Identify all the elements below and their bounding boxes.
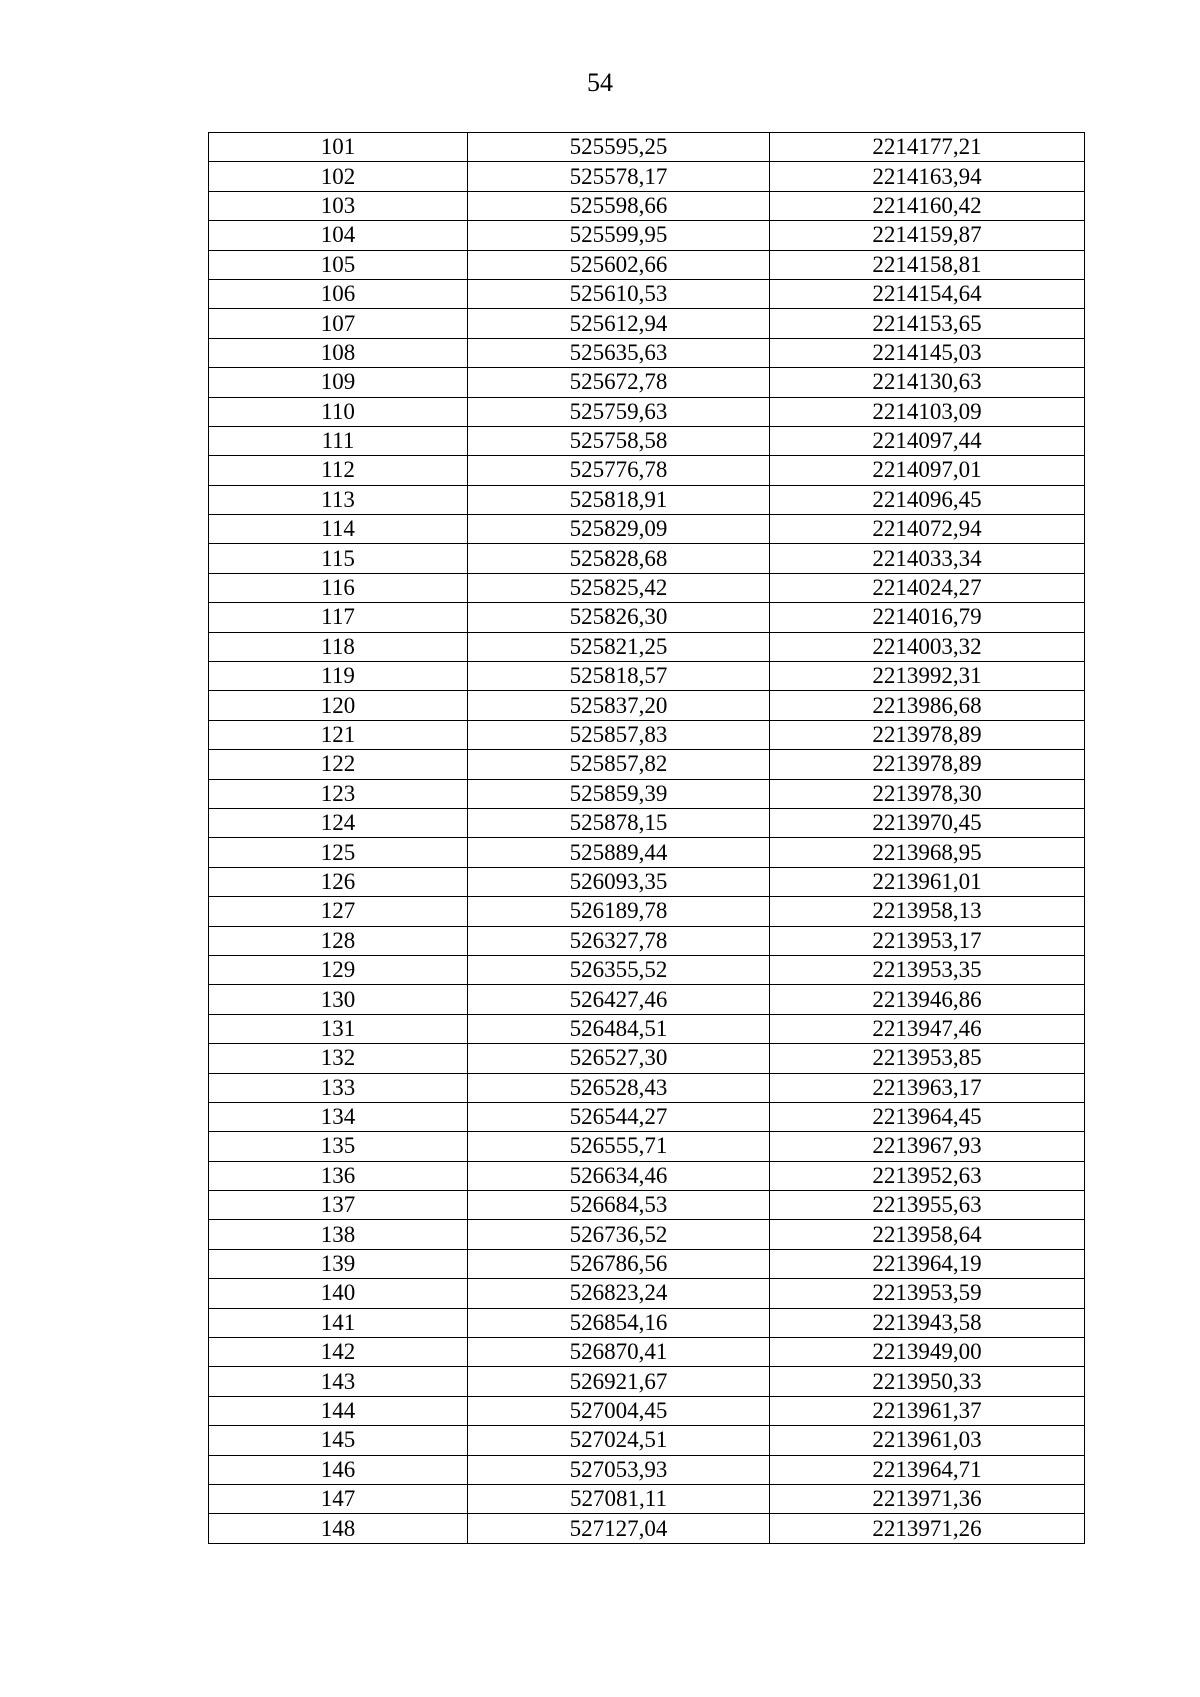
point-number-cell: 121 bbox=[209, 720, 468, 749]
x-coordinate-cell: 526093,35 bbox=[468, 867, 770, 896]
table-row bbox=[209, 544, 1085, 573]
point-number-cell: 109 bbox=[209, 368, 468, 397]
y-coordinate-cell: 2214154,64 bbox=[770, 279, 1085, 308]
point-number-cell: 136 bbox=[209, 1161, 468, 1190]
x-coordinate-cell: 525821,25 bbox=[468, 632, 770, 661]
x-coordinate-cell: 527004,45 bbox=[468, 1396, 770, 1425]
point-number-cell: 140 bbox=[209, 1279, 468, 1308]
y-coordinate-cell: 2213978,89 bbox=[770, 750, 1085, 779]
point-number-cell: 131 bbox=[209, 1014, 468, 1043]
table-row bbox=[209, 515, 1085, 544]
point-number-cell: 132 bbox=[209, 1044, 468, 1073]
x-coordinate-cell: 525599,95 bbox=[468, 221, 770, 250]
table-row bbox=[209, 632, 1085, 661]
x-coordinate-cell: 525598,66 bbox=[468, 191, 770, 220]
x-coordinate-cell: 526427,46 bbox=[468, 985, 770, 1014]
table-row bbox=[209, 838, 1085, 867]
point-number-cell: 133 bbox=[209, 1073, 468, 1102]
point-number-cell: 145 bbox=[209, 1426, 468, 1455]
y-coordinate-cell: 2214163,94 bbox=[770, 162, 1085, 191]
y-coordinate-cell: 2213953,35 bbox=[770, 955, 1085, 984]
y-coordinate-cell: 2213978,30 bbox=[770, 779, 1085, 808]
point-number-cell: 107 bbox=[209, 309, 468, 338]
point-number-cell: 102 bbox=[209, 162, 468, 191]
table-row bbox=[209, 1484, 1085, 1513]
x-coordinate-cell: 525672,78 bbox=[468, 368, 770, 397]
table-row bbox=[209, 867, 1085, 896]
table-row bbox=[209, 250, 1085, 279]
y-coordinate-cell: 2214158,81 bbox=[770, 250, 1085, 279]
x-coordinate-cell: 525635,63 bbox=[468, 338, 770, 367]
y-coordinate-cell: 2213970,45 bbox=[770, 808, 1085, 837]
table-row bbox=[209, 573, 1085, 602]
y-coordinate-cell: 2213955,63 bbox=[770, 1191, 1085, 1220]
table-row bbox=[209, 426, 1085, 455]
point-number-cell: 115 bbox=[209, 544, 468, 573]
x-coordinate-cell: 525578,17 bbox=[468, 162, 770, 191]
table-row bbox=[209, 1161, 1085, 1190]
x-coordinate-cell: 526484,51 bbox=[468, 1014, 770, 1043]
point-number-cell: 139 bbox=[209, 1249, 468, 1278]
point-number-cell: 125 bbox=[209, 838, 468, 867]
point-number-cell: 108 bbox=[209, 338, 468, 367]
y-coordinate-cell: 2213964,19 bbox=[770, 1249, 1085, 1278]
table-row bbox=[209, 1191, 1085, 1220]
x-coordinate-cell: 526870,41 bbox=[468, 1338, 770, 1367]
table-row bbox=[209, 1426, 1085, 1455]
x-coordinate-cell: 527081,11 bbox=[468, 1484, 770, 1513]
y-coordinate-cell: 2214016,79 bbox=[770, 603, 1085, 632]
x-coordinate-cell: 526327,78 bbox=[468, 926, 770, 955]
table-row bbox=[209, 368, 1085, 397]
table-row bbox=[209, 397, 1085, 426]
point-number-cell: 114 bbox=[209, 515, 468, 544]
point-number-cell: 124 bbox=[209, 808, 468, 837]
table-row bbox=[209, 1514, 1085, 1543]
x-coordinate-cell: 526527,30 bbox=[468, 1044, 770, 1073]
y-coordinate-cell: 2213961,01 bbox=[770, 867, 1085, 896]
y-coordinate-cell: 2213958,13 bbox=[770, 897, 1085, 926]
point-number-cell: 103 bbox=[209, 191, 468, 220]
x-coordinate-cell: 525759,63 bbox=[468, 397, 770, 426]
y-coordinate-cell: 2214024,27 bbox=[770, 573, 1085, 602]
y-coordinate-cell: 2214096,45 bbox=[770, 485, 1085, 514]
table-row bbox=[209, 779, 1085, 808]
x-coordinate-cell: 526634,46 bbox=[468, 1161, 770, 1190]
table-row bbox=[209, 456, 1085, 485]
table-row bbox=[209, 279, 1085, 308]
point-number-cell: 137 bbox=[209, 1191, 468, 1220]
point-number-cell: 113 bbox=[209, 485, 468, 514]
x-coordinate-cell: 526555,71 bbox=[468, 1132, 770, 1161]
y-coordinate-cell: 2214145,03 bbox=[770, 338, 1085, 367]
table-row bbox=[209, 1396, 1085, 1425]
table-row bbox=[209, 191, 1085, 220]
table-row bbox=[209, 1338, 1085, 1367]
point-number-cell: 118 bbox=[209, 632, 468, 661]
point-number-cell: 111 bbox=[209, 426, 468, 455]
y-coordinate-cell: 2213961,37 bbox=[770, 1396, 1085, 1425]
x-coordinate-cell: 525825,42 bbox=[468, 573, 770, 602]
table-row bbox=[209, 1102, 1085, 1131]
table-row bbox=[209, 691, 1085, 720]
page-number: 54 bbox=[587, 68, 613, 97]
x-coordinate-cell: 525859,39 bbox=[468, 779, 770, 808]
y-coordinate-cell: 2213963,17 bbox=[770, 1073, 1085, 1102]
y-coordinate-cell: 2213967,93 bbox=[770, 1132, 1085, 1161]
y-coordinate-cell: 2213953,85 bbox=[770, 1044, 1085, 1073]
point-number-cell: 120 bbox=[209, 691, 468, 720]
y-coordinate-cell: 2213971,36 bbox=[770, 1484, 1085, 1513]
y-coordinate-cell: 2213968,95 bbox=[770, 838, 1085, 867]
table-row bbox=[209, 1455, 1085, 1484]
table-row bbox=[209, 1220, 1085, 1249]
x-coordinate-cell: 525612,94 bbox=[468, 309, 770, 338]
point-number-cell: 129 bbox=[209, 955, 468, 984]
table-row bbox=[209, 897, 1085, 926]
point-number-cell: 122 bbox=[209, 750, 468, 779]
y-coordinate-cell: 2213964,71 bbox=[770, 1455, 1085, 1484]
y-coordinate-cell: 2214033,34 bbox=[770, 544, 1085, 573]
table-row bbox=[209, 603, 1085, 632]
table-row bbox=[209, 133, 1085, 162]
table-row bbox=[209, 221, 1085, 250]
x-coordinate-cell: 525758,58 bbox=[468, 426, 770, 455]
coordinates-table bbox=[208, 132, 1085, 1544]
x-coordinate-cell: 526823,24 bbox=[468, 1279, 770, 1308]
x-coordinate-cell: 526736,52 bbox=[468, 1220, 770, 1249]
point-number-cell: 134 bbox=[209, 1102, 468, 1131]
table-row bbox=[209, 1279, 1085, 1308]
y-coordinate-cell: 2213953,17 bbox=[770, 926, 1085, 955]
table-row bbox=[209, 955, 1085, 984]
y-coordinate-cell: 2214103,09 bbox=[770, 397, 1085, 426]
y-coordinate-cell: 2214177,21 bbox=[770, 133, 1085, 162]
x-coordinate-cell: 527024,51 bbox=[468, 1426, 770, 1455]
point-number-cell: 138 bbox=[209, 1220, 468, 1249]
x-coordinate-cell: 525878,15 bbox=[468, 808, 770, 837]
y-coordinate-cell: 2214159,87 bbox=[770, 221, 1085, 250]
point-number-cell: 123 bbox=[209, 779, 468, 808]
y-coordinate-cell: 2213946,86 bbox=[770, 985, 1085, 1014]
point-number-cell: 143 bbox=[209, 1367, 468, 1396]
x-coordinate-cell: 525889,44 bbox=[468, 838, 770, 867]
table-row bbox=[209, 1308, 1085, 1337]
y-coordinate-cell: 2213971,26 bbox=[770, 1514, 1085, 1543]
x-coordinate-cell: 526854,16 bbox=[468, 1308, 770, 1337]
table-row bbox=[209, 309, 1085, 338]
x-coordinate-cell: 525818,57 bbox=[468, 662, 770, 691]
table-row bbox=[209, 1073, 1085, 1102]
point-number-cell: 106 bbox=[209, 279, 468, 308]
x-coordinate-cell: 525610,53 bbox=[468, 279, 770, 308]
table-row bbox=[209, 750, 1085, 779]
table-row bbox=[209, 985, 1085, 1014]
x-coordinate-cell: 526544,27 bbox=[468, 1102, 770, 1131]
table-row bbox=[209, 1249, 1085, 1278]
x-coordinate-cell: 526921,67 bbox=[468, 1367, 770, 1396]
table-row bbox=[209, 1367, 1085, 1396]
point-number-cell: 148 bbox=[209, 1514, 468, 1543]
x-coordinate-cell: 525837,20 bbox=[468, 691, 770, 720]
y-coordinate-cell: 2214097,01 bbox=[770, 456, 1085, 485]
y-coordinate-cell: 2213949,00 bbox=[770, 1338, 1085, 1367]
point-number-cell: 146 bbox=[209, 1455, 468, 1484]
x-coordinate-cell: 525595,25 bbox=[468, 133, 770, 162]
y-coordinate-cell: 2214160,42 bbox=[770, 191, 1085, 220]
x-coordinate-cell: 525857,82 bbox=[468, 750, 770, 779]
x-coordinate-cell: 525602,66 bbox=[468, 250, 770, 279]
point-number-cell: 128 bbox=[209, 926, 468, 955]
point-number-cell: 105 bbox=[209, 250, 468, 279]
x-coordinate-cell: 527053,93 bbox=[468, 1455, 770, 1484]
y-coordinate-cell: 2214003,32 bbox=[770, 632, 1085, 661]
point-number-cell: 119 bbox=[209, 662, 468, 691]
y-coordinate-cell: 2213992,31 bbox=[770, 662, 1085, 691]
y-coordinate-cell: 2213958,64 bbox=[770, 1220, 1085, 1249]
y-coordinate-cell: 2214097,44 bbox=[770, 426, 1085, 455]
point-number-cell: 104 bbox=[209, 221, 468, 250]
y-coordinate-cell: 2213978,89 bbox=[770, 720, 1085, 749]
x-coordinate-cell: 525857,83 bbox=[468, 720, 770, 749]
table-row bbox=[209, 808, 1085, 837]
y-coordinate-cell: 2214072,94 bbox=[770, 515, 1085, 544]
point-number-cell: 127 bbox=[209, 897, 468, 926]
point-number-cell: 142 bbox=[209, 1338, 468, 1367]
table-row bbox=[209, 926, 1085, 955]
y-coordinate-cell: 2213950,33 bbox=[770, 1367, 1085, 1396]
y-coordinate-cell: 2214153,65 bbox=[770, 309, 1085, 338]
x-coordinate-cell: 525826,30 bbox=[468, 603, 770, 632]
table-row bbox=[209, 485, 1085, 514]
point-number-cell: 141 bbox=[209, 1308, 468, 1337]
x-coordinate-cell: 526355,52 bbox=[468, 955, 770, 984]
x-coordinate-cell: 526189,78 bbox=[468, 897, 770, 926]
x-coordinate-cell: 525818,91 bbox=[468, 485, 770, 514]
point-number-cell: 117 bbox=[209, 603, 468, 632]
y-coordinate-cell: 2213952,63 bbox=[770, 1161, 1085, 1190]
table-row bbox=[209, 1044, 1085, 1073]
table-row bbox=[209, 1014, 1085, 1043]
point-number-cell: 116 bbox=[209, 573, 468, 602]
point-number-cell: 112 bbox=[209, 456, 468, 485]
table-row bbox=[209, 662, 1085, 691]
point-number-cell: 101 bbox=[209, 133, 468, 162]
x-coordinate-cell: 527127,04 bbox=[468, 1514, 770, 1543]
x-coordinate-cell: 525776,78 bbox=[468, 456, 770, 485]
point-number-cell: 135 bbox=[209, 1132, 468, 1161]
x-coordinate-cell: 526786,56 bbox=[468, 1249, 770, 1278]
coordinates-table-body bbox=[209, 133, 1085, 1544]
y-coordinate-cell: 2213986,68 bbox=[770, 691, 1085, 720]
y-coordinate-cell: 2213961,03 bbox=[770, 1426, 1085, 1455]
x-coordinate-cell: 525828,68 bbox=[468, 544, 770, 573]
x-coordinate-cell: 526528,43 bbox=[468, 1073, 770, 1102]
x-coordinate-cell: 526684,53 bbox=[468, 1191, 770, 1220]
point-number-cell: 110 bbox=[209, 397, 468, 426]
y-coordinate-cell: 2214130,63 bbox=[770, 368, 1085, 397]
point-number-cell: 126 bbox=[209, 867, 468, 896]
table-row bbox=[209, 720, 1085, 749]
table-row bbox=[209, 338, 1085, 367]
point-number-cell: 144 bbox=[209, 1396, 468, 1425]
y-coordinate-cell: 2213943,58 bbox=[770, 1308, 1085, 1337]
table-row bbox=[209, 1132, 1085, 1161]
y-coordinate-cell: 2213953,59 bbox=[770, 1279, 1085, 1308]
table-row bbox=[209, 162, 1085, 191]
x-coordinate-cell: 525829,09 bbox=[468, 515, 770, 544]
y-coordinate-cell: 2213964,45 bbox=[770, 1102, 1085, 1131]
point-number-cell: 147 bbox=[209, 1484, 468, 1513]
y-coordinate-cell: 2213947,46 bbox=[770, 1014, 1085, 1043]
point-number-cell: 130 bbox=[209, 985, 468, 1014]
